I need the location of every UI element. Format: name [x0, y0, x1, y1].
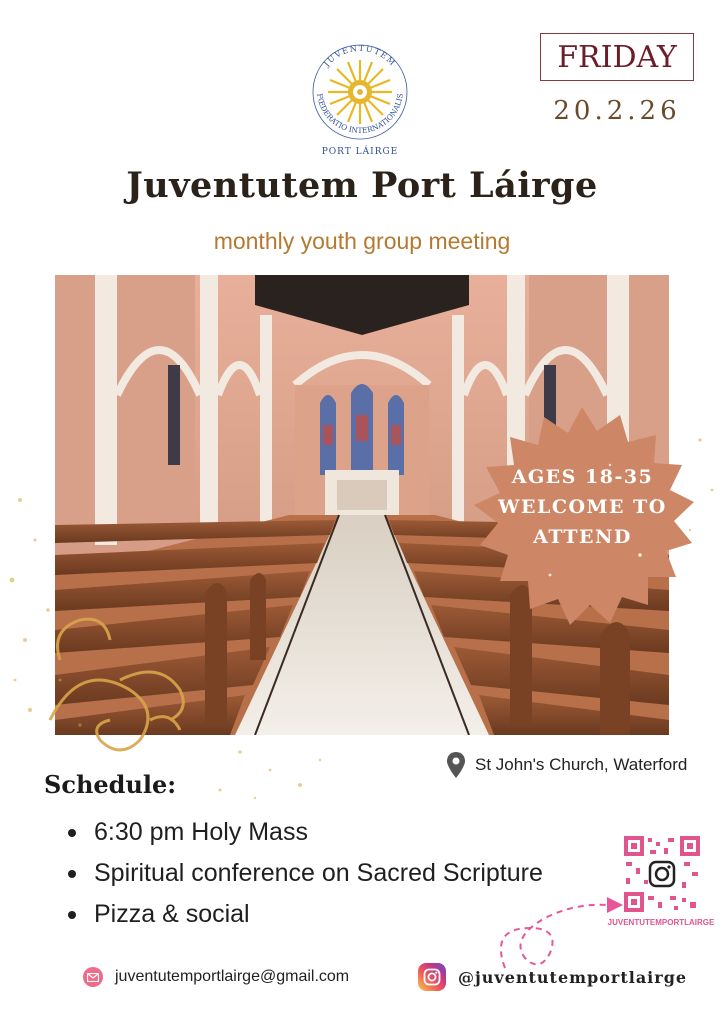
instagram-handle[interactable]: @juventutemportlairge [458, 967, 688, 987]
badge-line: WELCOME TO [498, 496, 667, 518]
sunburst-icon [328, 60, 392, 124]
location-text: St John's Church, Waterford [475, 755, 688, 774]
instagram-icon [418, 963, 446, 991]
instagram-contact[interactable] [418, 963, 687, 991]
qr-code[interactable] [624, 836, 700, 912]
schedule-item: 6:30 pm Holy Mass [66, 814, 543, 855]
badge-line: ATTEND [533, 526, 632, 548]
logo-ring-text-top: JUVENTUTEM [322, 43, 398, 69]
age-badge-text [470, 462, 695, 552]
page-title: Juventutem Port Láirge [126, 165, 598, 206]
email-address[interactable]: juventutemportlairge@gmail.com [115, 968, 350, 985]
event-location [447, 752, 687, 778]
schedule-item: Spiritual conference on Sacred Scripture [66, 855, 543, 896]
badge-line: AGES 18-35 [511, 466, 654, 488]
logo-caption: PORT LÁIRGE [321, 147, 399, 157]
schedule-item: Pizza & social [66, 896, 543, 937]
qr-label: JUVENTUTEMPORTLAIRGE [607, 918, 715, 927]
logo-ring-text-side: FŒDERATIO INTERNATIONALIS [315, 92, 405, 136]
juventutem-logo [305, 40, 415, 160]
email-contact[interactable] [83, 967, 349, 987]
mail-icon [83, 967, 103, 987]
event-date: 20.2.26 [553, 96, 681, 126]
map-pin-icon [447, 752, 465, 778]
page-subtitle: monthly youth group meeting [213, 228, 511, 254]
day-label: FRIDAY [540, 33, 694, 81]
schedule-title: Schedule: [44, 770, 177, 799]
schedule-list [66, 814, 543, 937]
